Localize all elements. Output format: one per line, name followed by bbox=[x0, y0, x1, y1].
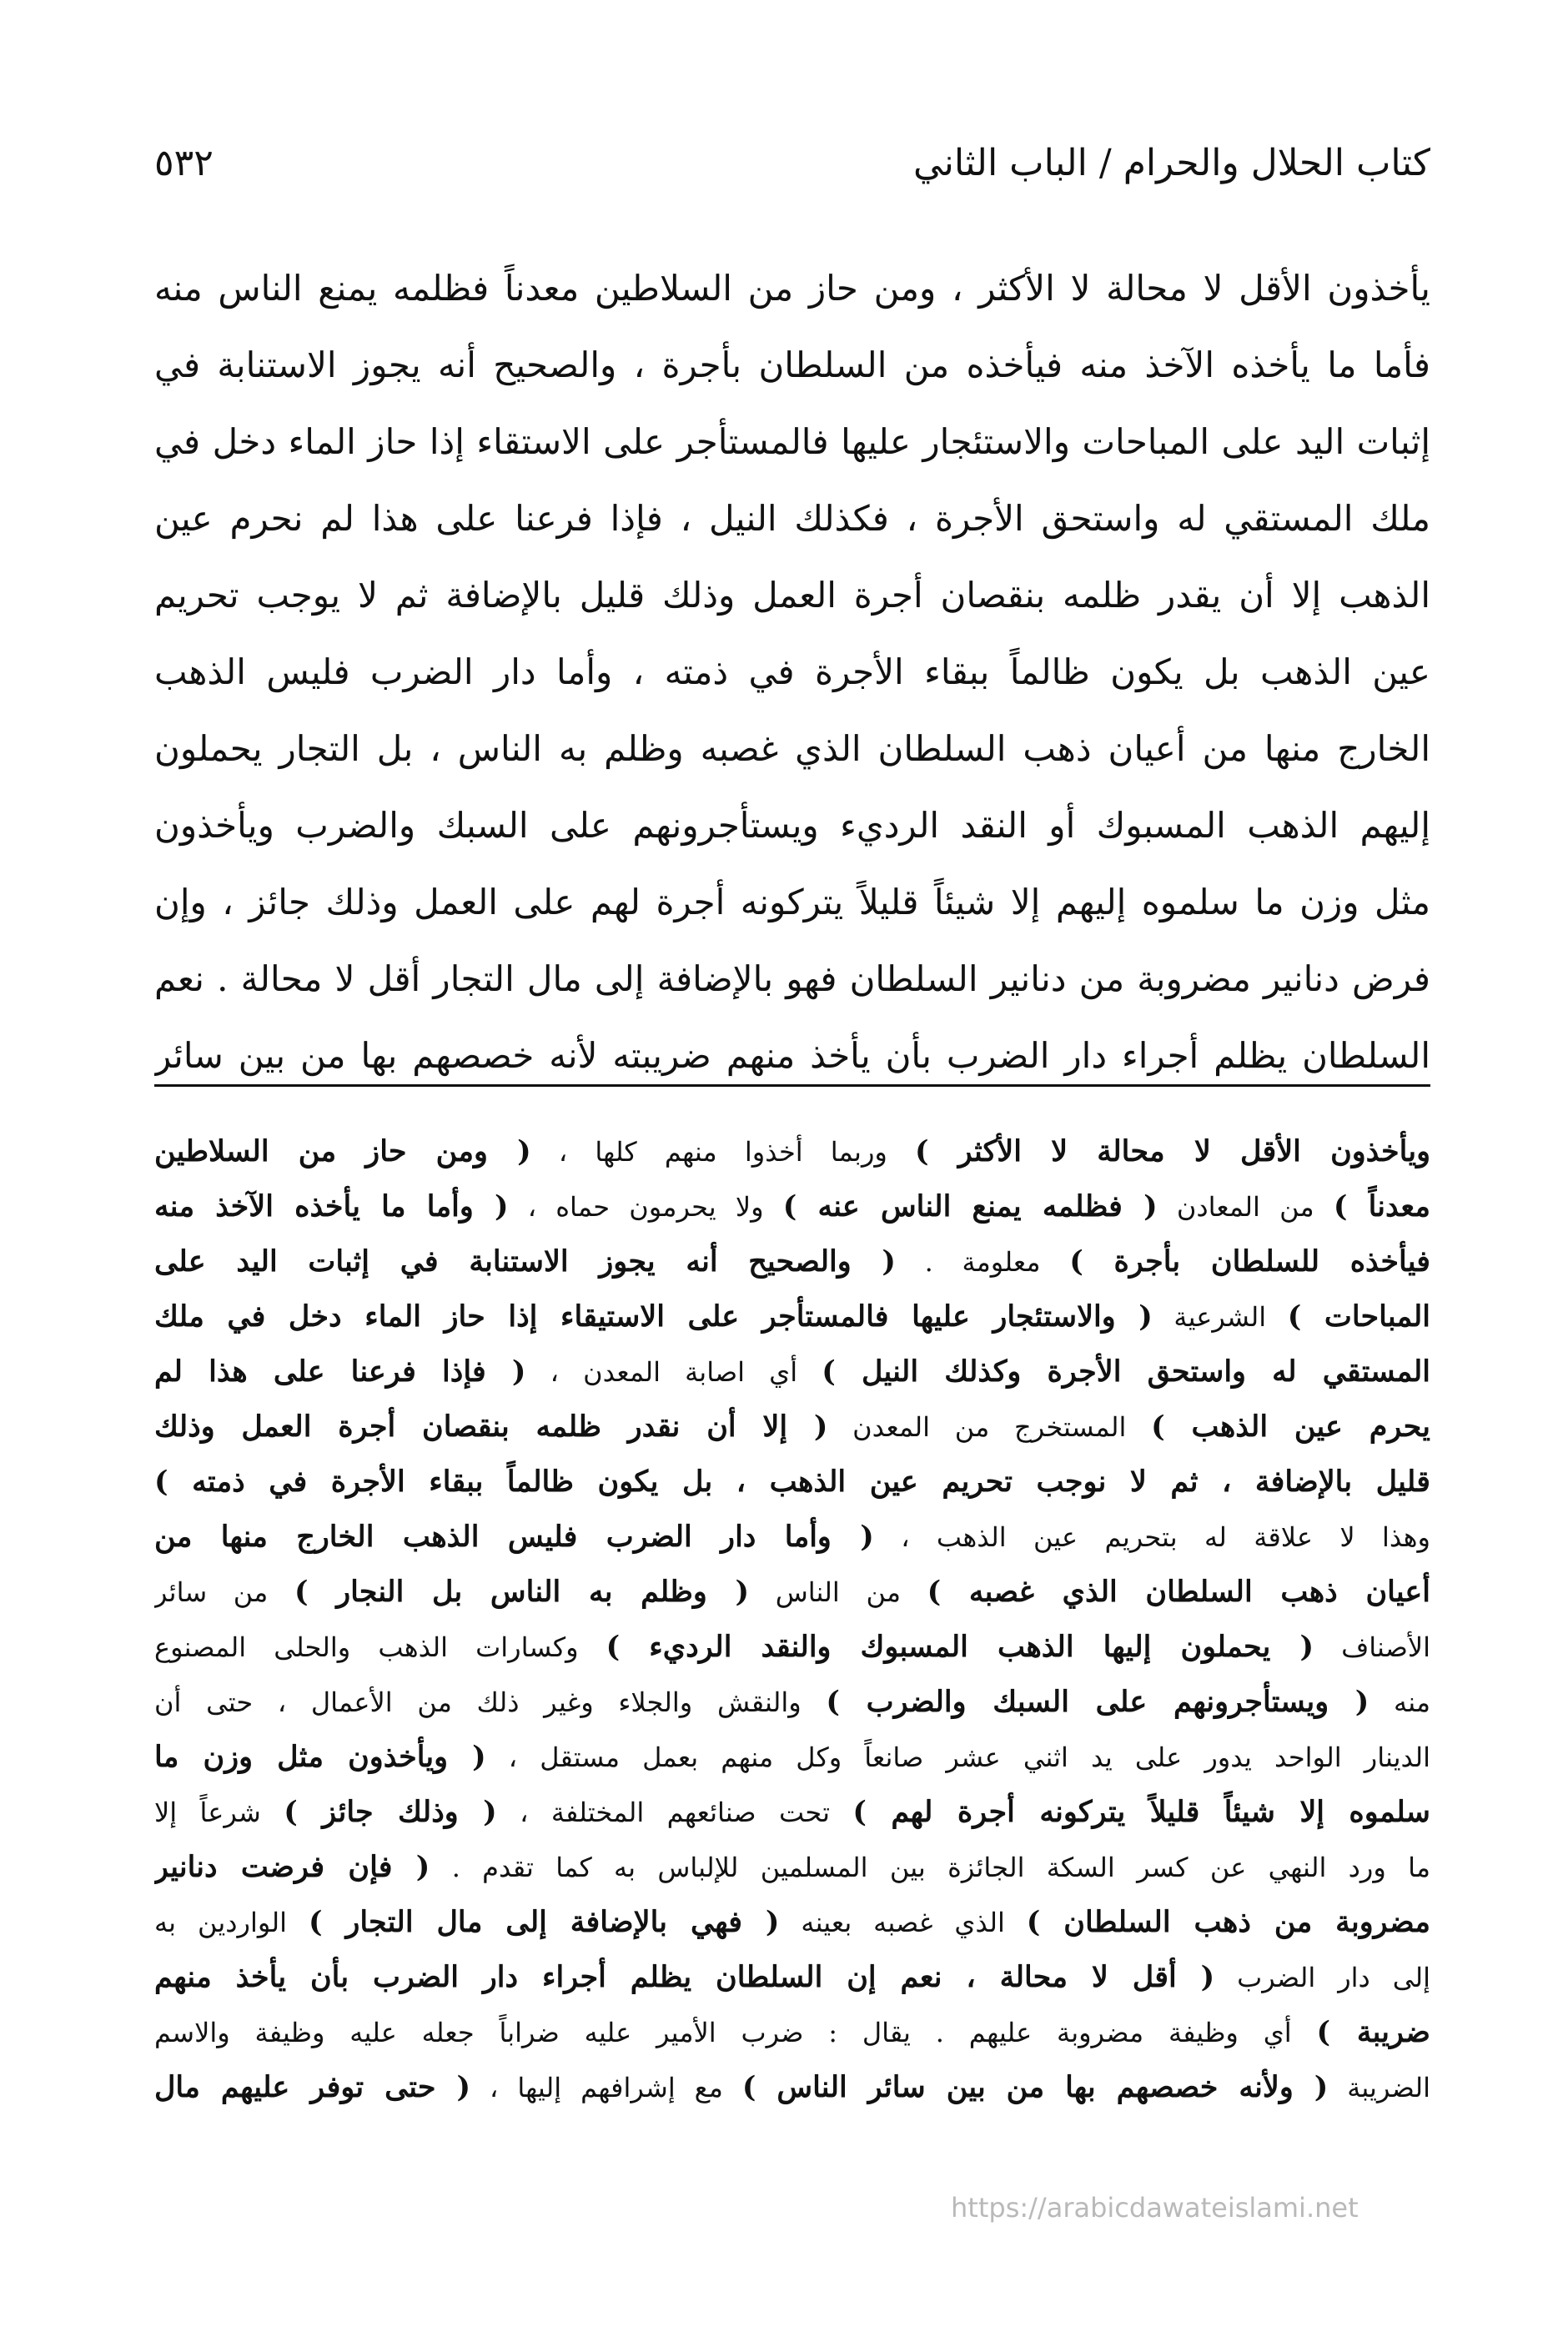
quoted-matn-text: ويأخذون الأقل لا محالة لا الأكثر ) bbox=[915, 1134, 1430, 1169]
commentary-line bbox=[154, 1344, 1430, 1400]
quoted-matn-text: ( وأما ما يأخذه الآخذ منه bbox=[154, 1189, 509, 1224]
quoted-matn-text: ( أقل لا محالة ، نعم إن السلطان يظلم أجراء دار الضرب بأن يأخذ منهم bbox=[154, 1960, 1215, 1994]
quoted-matn-text: مضروبة من ذهب السلطان ) bbox=[1026, 1905, 1430, 1939]
commentary-line bbox=[154, 2060, 1430, 2115]
commentary-line bbox=[154, 1510, 1430, 1565]
commentary-line bbox=[154, 2005, 1430, 2060]
quoted-matn-text: ( يحملون إليها الذهب المسبوك والنقد الرديء ) bbox=[606, 1630, 1314, 1664]
commentary-text: ما ورد النهي عن كسر السكة الجائزة بين المسلمين للإلباس به كما تقدم . bbox=[430, 1852, 1430, 1883]
main-text-line: إليهم الذهب المسبوك أو النقد الرديء ويستأجرونهم على السبك والضرب ويأخذون bbox=[154, 805, 1430, 846]
main-text-line: الخارج منها من أعيان ذهب السلطان الذي غصبه وظلم به الناس ، بل التجار يحملون bbox=[154, 728, 1430, 769]
main-text-line: مثل وزن ما سلموه إليهم إلا شيئاً قليلاً يتركونه أجرة لهم على العمل وذلك جائز ، وإن bbox=[154, 882, 1430, 922]
commentary-text: المستخرج من المعدن bbox=[827, 1411, 1152, 1443]
quoted-matn-text: ( فظلمه يمنع الناس عنه ) bbox=[782, 1189, 1158, 1224]
quoted-matn-text: ( والاستئجار عليها فالمستأجر على الاستيقاء إذا حاز الماء دخل في ملك bbox=[154, 1299, 1153, 1334]
quoted-matn-text: ( وذلك جائز ) bbox=[284, 1795, 497, 1829]
quoted-matn-text: ( ولأنه خصصهم بها من بين سائر الناس ) bbox=[741, 2070, 1329, 2104]
commentary-text: الشرعية bbox=[1152, 1301, 1288, 1333]
commentary-line bbox=[154, 1950, 1430, 2005]
quoted-matn-text: ( وظلم به الناس بل النجار ) bbox=[294, 1575, 750, 1609]
quoted-matn-text: ( وأما دار الضرب فليس الذهب الخارج منها من bbox=[154, 1520, 874, 1554]
commentary-line bbox=[154, 1400, 1430, 1455]
quoted-matn-text: ( إلا أن نقدر ظلمه بنقصان أجرة العمل وذلك bbox=[154, 1410, 828, 1444]
commentary-line bbox=[154, 1234, 1430, 1289]
quoted-matn-text: يحرم عين الذهب ) bbox=[1151, 1410, 1430, 1444]
commentary-line bbox=[154, 1895, 1430, 1950]
commentary-text: الذي غصبه بعينه bbox=[779, 1907, 1027, 1938]
quoted-matn-text: ( فإذا فرعنا على هذا لم bbox=[154, 1354, 526, 1389]
commentary-line bbox=[154, 1179, 1430, 1234]
main-text-line: ملك المستقي له واستحق الأجرة ، فكذلك النيل ، فإذا فرعنا على هذا لم نحرم عين bbox=[154, 498, 1430, 539]
commentary-line bbox=[154, 1675, 1430, 1730]
commentary-text: وربما أخذوا منهم كلها ، bbox=[530, 1136, 915, 1168]
commentary-line bbox=[154, 1289, 1430, 1344]
commentary-line bbox=[154, 1124, 1430, 1179]
commentary-text: تحت صنائعهم المختلفة ، bbox=[496, 1797, 853, 1828]
commentary-text: معلومة . bbox=[895, 1246, 1070, 1278]
quoted-matn-text: سلموه إلا شيئاً قليلاً يتركونه أجرة لهم ) bbox=[852, 1795, 1430, 1829]
commentary-text: وكسارات الذهب والحلى المصنوع bbox=[154, 1631, 606, 1663]
main-text-line: السلطان يظلم أجراء دار الضرب بأن يأخذ منهم ضريبته لأنه خصصهم بها من بين سائر bbox=[154, 1035, 1430, 1076]
main-text-line: إثبات اليد على المباحات والاستئجار عليها فالمستأجر على الاستقاء إذا حاز الماء دخل في bbox=[154, 421, 1430, 462]
commentary-text: من الناس bbox=[749, 1576, 927, 1608]
quoted-matn-text: المباحات ) bbox=[1287, 1299, 1430, 1334]
commentary-line bbox=[154, 1565, 1430, 1620]
main-text-line: فرض دنانير مضروبة من دنانير السلطان فهو بالإضافة إلى مال التجار أقل لا محالة . نعم bbox=[154, 958, 1430, 999]
commentary-text: الدينار الواحد يدور على يد اثني عشر صانعاً وكل منهم بعمل مستقل ، bbox=[485, 1741, 1430, 1773]
commentary-text: من المعادن bbox=[1157, 1191, 1334, 1223]
main-text-line: يأخذون الأقل لا محالة لا الأكثر ، ومن حاز من السلاطين معدناً فظلمه يمنع الناس منه bbox=[154, 268, 1430, 309]
commentary-text: من سائر bbox=[154, 1576, 294, 1608]
quoted-matn-text: فيأخذه للسلطان بأجرة ) bbox=[1069, 1244, 1430, 1279]
commentary-text: الواردين به bbox=[154, 1907, 309, 1938]
quoted-matn-text: ( ومن حاز من السلاطين bbox=[154, 1134, 531, 1169]
main-text-line: عين الذهب بل يكون ظالماً ببقاء الأجرة في ذمته ، وأما دار الضرب فليس الذهب bbox=[154, 651, 1430, 692]
commentary-text: مع إشرافهم إليها ، bbox=[470, 2072, 742, 2103]
commentary-line bbox=[154, 1455, 1430, 1510]
quoted-matn-text: ( حتى توفر عليهم مال bbox=[154, 2070, 471, 2104]
quoted-matn-text: ( ويأخذون مثل وزن ما bbox=[154, 1740, 486, 1774]
quoted-matn-text: ضريبة ) bbox=[1316, 2015, 1430, 2049]
commentary-text: الأصناف bbox=[1314, 1631, 1430, 1663]
commentary-text: منه bbox=[1369, 1686, 1430, 1718]
commentary-text: أي اصابة المعدن ، bbox=[525, 1356, 822, 1388]
quoted-matn-text: المستقي له واستحق الأجرة وكذلك النيل ) bbox=[822, 1354, 1430, 1389]
commentary-block bbox=[154, 1124, 1430, 2115]
quoted-matn-text: أعيان ذهب السلطان الذي غصبه ) bbox=[927, 1575, 1430, 1609]
main-text-line: الذهب إلا أن يقدر ظلمه بنقصان أجرة العمل وذلك قليل بالإضافة ثم لا يوجب تحريم bbox=[154, 575, 1430, 616]
watermark-url: https://arabicdawateislami.net bbox=[951, 2192, 1359, 2224]
commentary-line bbox=[154, 1620, 1430, 1675]
main-text-block bbox=[154, 250, 1430, 1094]
main-text-line: فأما ما يأخذه الآخذ منه فيأخذه من السلطان بأجرة ، والصحيح أنه يجوز الاستنابة في bbox=[154, 344, 1430, 385]
commentary-text: وهذا لا علاقة له بتحريم عين الذهب ، bbox=[873, 1521, 1430, 1553]
quoted-matn-text: ( فإن فرضت دنانير bbox=[154, 1850, 430, 1884]
running-title: كتاب الحلال والحرام / الباب الثاني bbox=[912, 141, 1430, 184]
quoted-matn-text: ( فهي بالإضافة إلى مال التجار ) bbox=[308, 1905, 780, 1939]
commentary-line bbox=[154, 1730, 1430, 1785]
commentary-line bbox=[154, 1840, 1430, 1895]
commentary-text: أي وظيفة مضروبة عليهم . يقال : ضرب الأمير عليه ضراباً جعله عليه وظيفة والاسم bbox=[154, 2017, 1317, 2048]
footnote-divider bbox=[154, 1084, 1430, 1087]
commentary-text: والنقش والجلاء وغير ذلك من الأعمال ، حتى أن bbox=[154, 1686, 827, 1718]
quoted-matn-text: معدناً ) bbox=[1333, 1189, 1430, 1224]
page-header bbox=[154, 133, 1430, 192]
commentary-line bbox=[154, 1785, 1430, 1840]
quoted-matn-text: قليل بالإضافة ، ثم لا نوجب تحريم عين الذهب ، بل يكون ظالماً ببقاء الأجرة في ذمته ) bbox=[154, 1465, 1430, 1499]
quoted-matn-text: ( ويستأجرونهم على السبك والضرب ) bbox=[826, 1685, 1369, 1719]
commentary-text: شرعاً إلا bbox=[154, 1797, 284, 1828]
commentary-text: إلى دار الضرب bbox=[1214, 1962, 1430, 1993]
commentary-text: الضريبة bbox=[1328, 2072, 1430, 2103]
commentary-text: ولا يحرمون حماه ، bbox=[508, 1191, 783, 1223]
page-number: ٥٣٢ bbox=[154, 141, 214, 184]
quoted-matn-text: ( والصحيح أنه يجوز الاستنابة في إثبات اليد على bbox=[154, 1244, 896, 1279]
